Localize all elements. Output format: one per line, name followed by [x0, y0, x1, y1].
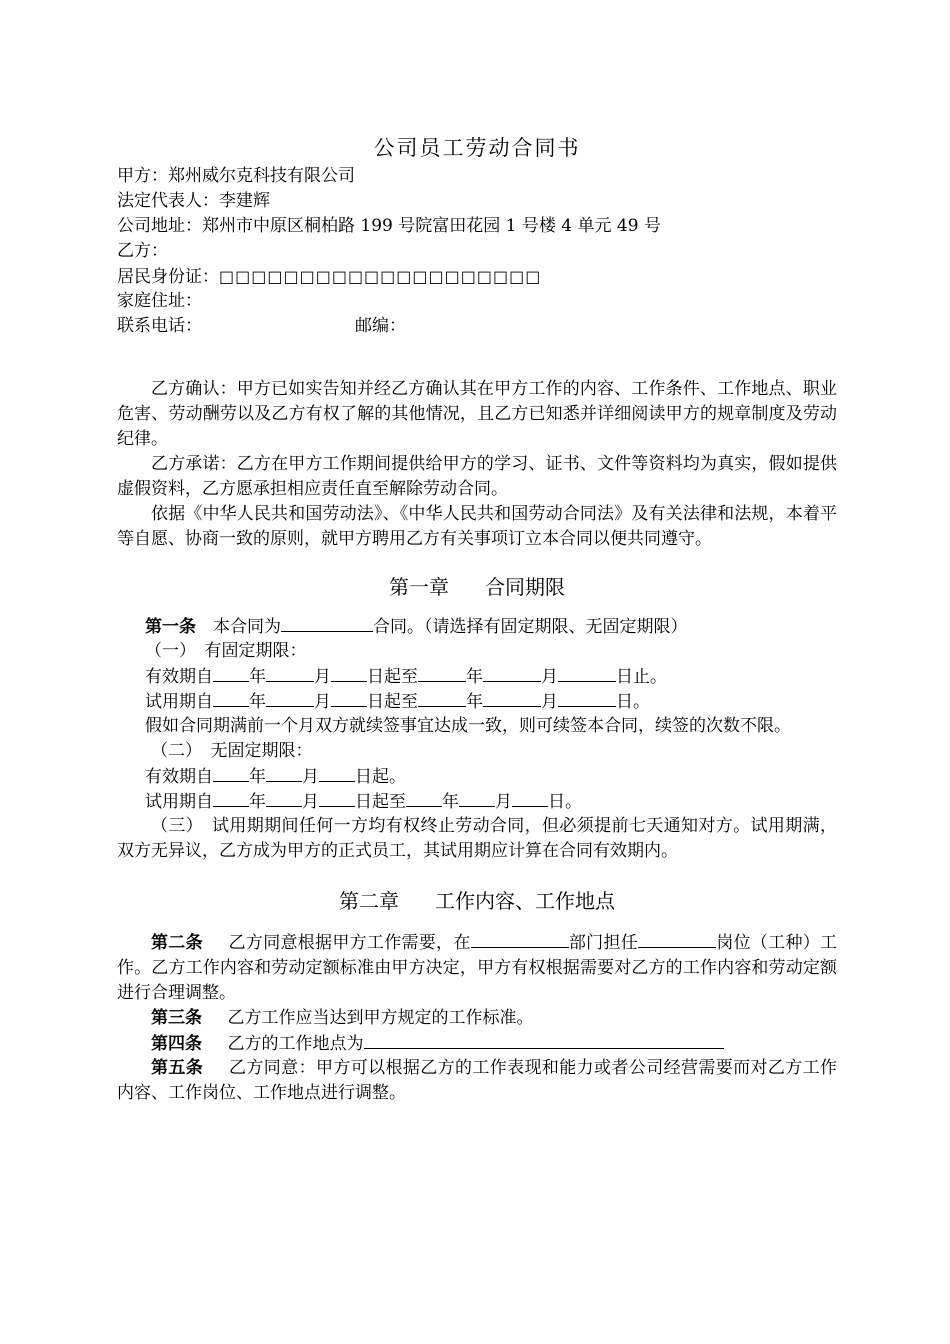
- article-1-text: 本合同为: [213, 617, 281, 637]
- valid-prefix: 有效期自: [145, 667, 213, 687]
- probation-prefix: 试用期自: [145, 692, 213, 712]
- blank[interactable]: [266, 764, 302, 782]
- from-word: 日起至: [367, 667, 418, 687]
- month-word: 月: [495, 792, 512, 812]
- company-address-line: 公司地址：郑州市中原区桐柏路 199 号院富田花园 1 号楼 4 单元 49 号: [117, 216, 661, 236]
- blank[interactable]: [319, 789, 355, 807]
- basis-paragraph: 依据《中华人民共和国劳动法》、《中华人民共和国劳动合同法》及有关法律和法规，本着平等自愿、协商一致的原则，就甲方聘用乙方有关事项订立本合同以便共同遵守。: [117, 504, 837, 549]
- blank[interactable]: [558, 664, 616, 682]
- phone-label: 联系电话：: [117, 316, 202, 336]
- blank[interactable]: [459, 789, 495, 807]
- probation-prefix: 试用期自: [145, 792, 213, 812]
- postcode-label: 邮编：: [355, 316, 406, 336]
- open-valid-period-line: [117, 764, 837, 789]
- start-word: 日起。: [355, 767, 406, 787]
- department-blank[interactable]: [471, 930, 569, 948]
- month-word: 月: [314, 667, 331, 687]
- month-word: 月: [302, 792, 319, 812]
- blank[interactable]: [213, 789, 249, 807]
- year-word: 年: [249, 767, 266, 787]
- blank[interactable]: [331, 689, 367, 707]
- year-word: 年: [249, 692, 266, 712]
- party-b-line: 乙方：: [117, 241, 168, 261]
- year-word: 年: [249, 792, 266, 812]
- id-card-boxes: □□□□□□□□□□□□□□□□□□□□: [219, 267, 542, 286]
- id-card-label: 居民身份证：: [117, 267, 219, 287]
- blank[interactable]: [558, 689, 616, 707]
- end-word: 日。: [616, 692, 650, 712]
- chapter-1-name: 合同期限: [485, 575, 565, 599]
- article-5-text: 乙方同意：甲方可以根据乙方的工作表现和能力或者公司经营需要而对乙方工作内容、工作岗位、工作地点进行调整。: [117, 1058, 838, 1103]
- month-word: 月: [541, 667, 558, 687]
- article-2-label: 第二条: [151, 933, 203, 953]
- month-word: 月: [314, 692, 331, 712]
- article-1: [117, 614, 837, 639]
- blank[interactable]: [483, 689, 541, 707]
- valid-prefix: 有效期自: [145, 767, 213, 787]
- chapter-2-heading: [117, 886, 837, 916]
- article-4-text: 乙方的工作地点为: [227, 1034, 364, 1054]
- home-address-line: 家庭住址：: [117, 291, 202, 311]
- contract-page: [117, 132, 837, 1106]
- legal-representative-line: 法定代表人：李建辉: [117, 191, 270, 211]
- blank[interactable]: [418, 664, 466, 682]
- blank[interactable]: [266, 664, 314, 682]
- chapter-2-name: 工作内容、工作地点: [435, 889, 615, 913]
- article-5: [117, 1056, 837, 1106]
- fixed-term-heading: （一） 有固定期限：: [145, 641, 307, 661]
- blank[interactable]: [418, 689, 466, 707]
- blank[interactable]: [213, 764, 249, 782]
- article-4-label: 第四条: [151, 1034, 202, 1054]
- article-1-note: 合同。（请选择有固定期限、无固定期限）: [373, 617, 688, 637]
- article-3-text: 乙方工作应当达到甲方规定的工作标准。: [227, 1008, 534, 1028]
- article-3: [117, 1006, 837, 1031]
- year-word: 年: [466, 692, 483, 712]
- article-2-rest: 岗位（工种）工作。乙方工作内容和劳动定额标准由甲方决定，甲方有权根据需要对乙方的工作内容和劳动定额进行合理调整。: [117, 933, 838, 1003]
- spacer: [117, 339, 837, 377]
- probation-paragraph: （三） 试用期期间任何一方均有权终止劳动合同，但必须提前七天通知对方。试用期满，双方无异议，乙方成为甲方的正式员工，其试用期应计算在合同有效期内。: [117, 816, 837, 861]
- document-title: 公司员工劳动合同书: [373, 136, 581, 160]
- from-word: 日起至: [355, 792, 406, 812]
- year-word: 年: [249, 667, 266, 687]
- renewal-paragraph: 假如合同期满前一个月双方就续签事宜达成一致，则可续签本合同，续签的次数不限。: [145, 716, 791, 736]
- position-blank[interactable]: [638, 930, 716, 948]
- end-word: 日。: [548, 792, 582, 812]
- open-probation-line: [117, 789, 837, 814]
- article-2-mid: 部门担任: [568, 933, 639, 953]
- contact-line: [117, 314, 837, 339]
- blank[interactable]: [331, 664, 367, 682]
- promise-paragraph: 乙方承诺：乙方在甲方工作期间提供给甲方的学习、证书、文件等资料均为真实，假如提供虚假资料，乙方愿承担相应责任直至解除劳动合同。: [117, 454, 837, 499]
- confirm-paragraph: 乙方确认：甲方已如实告知并经乙方确认其在甲方工作的内容、工作条件、工作地点、职业危害、劳动酬劳以及乙方有权了解的其他情况，且乙方已知悉并详细阅读甲方的规章制度及劳动纪律。: [117, 379, 837, 449]
- spacer: [117, 552, 837, 572]
- id-card-line: [117, 264, 837, 289]
- blank[interactable]: [319, 764, 355, 782]
- month-word: 月: [541, 692, 558, 712]
- article-2-text: 乙方同意根据甲方工作需要，在: [228, 933, 471, 953]
- chapter-1-heading: [117, 572, 837, 602]
- year-word: 年: [442, 792, 459, 812]
- blank[interactable]: [512, 789, 548, 807]
- blank[interactable]: [213, 664, 249, 682]
- article-3-label: 第三条: [151, 1008, 202, 1028]
- party-a-line: 甲方：郑州威尔克科技有限公司: [117, 166, 355, 186]
- contract-type-blank[interactable]: [281, 614, 373, 632]
- fixed-probation-line: [117, 689, 837, 714]
- month-word: 月: [302, 767, 319, 787]
- chapter-2-number: 第二章: [339, 889, 399, 913]
- article-1-label: 第一条: [145, 617, 196, 637]
- article-2: [117, 930, 837, 1006]
- fixed-valid-period-line: [117, 664, 837, 689]
- from-word: 日起至: [367, 692, 418, 712]
- blank[interactable]: [213, 689, 249, 707]
- blank[interactable]: [483, 664, 541, 682]
- article-4: [117, 1031, 837, 1056]
- article-5-label: 第五条: [151, 1058, 204, 1078]
- work-location-blank[interactable]: [364, 1031, 724, 1049]
- blank[interactable]: [266, 689, 314, 707]
- open-term-heading: （二） 无固定期限：: [151, 741, 313, 761]
- chapter-1-number: 第一章: [389, 575, 449, 599]
- blank[interactable]: [266, 789, 302, 807]
- blank[interactable]: [406, 789, 442, 807]
- end-word: 日止。: [616, 667, 667, 687]
- year-word: 年: [466, 667, 483, 687]
